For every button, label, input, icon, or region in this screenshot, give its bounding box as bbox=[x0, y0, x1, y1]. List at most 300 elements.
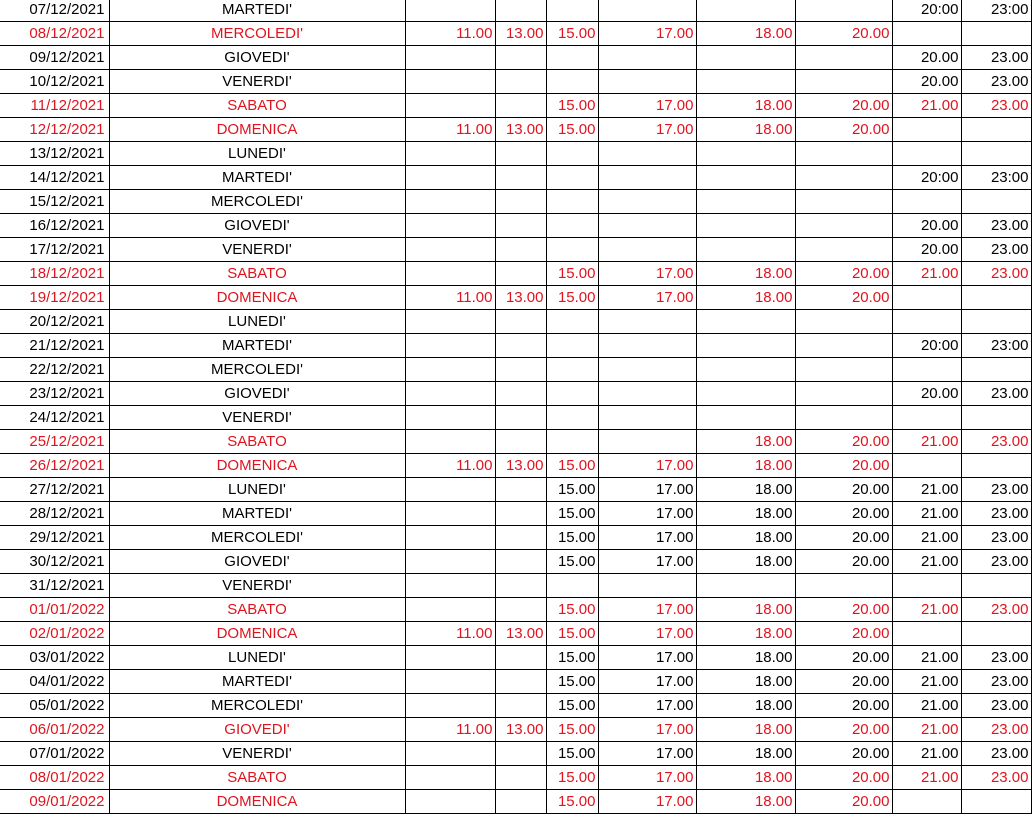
time-11-cell[interactable] bbox=[405, 550, 495, 574]
time-20-cell[interactable]: 20.00 bbox=[795, 22, 892, 46]
time-23-cell[interactable]: 23.00 bbox=[961, 478, 1031, 502]
time-13-cell[interactable] bbox=[495, 742, 546, 766]
weekday-cell[interactable]: SABATO bbox=[109, 430, 405, 454]
time-15-cell[interactable]: 15.00 bbox=[546, 694, 598, 718]
time-21-cell[interactable] bbox=[892, 142, 961, 166]
time-11-cell[interactable] bbox=[405, 46, 495, 70]
time-21-cell[interactable] bbox=[892, 622, 961, 646]
time-13-cell[interactable]: 13.00 bbox=[495, 286, 546, 310]
time-11-cell[interactable] bbox=[405, 694, 495, 718]
weekday-cell[interactable]: LUNEDI' bbox=[109, 478, 405, 502]
time-21-cell[interactable]: 20.00 bbox=[892, 238, 961, 262]
weekday-cell[interactable]: MARTEDI' bbox=[109, 502, 405, 526]
time-18-cell[interactable]: 18.00 bbox=[696, 22, 795, 46]
time-13-cell[interactable] bbox=[495, 646, 546, 670]
time-18-cell[interactable]: 18.00 bbox=[696, 478, 795, 502]
time-18-cell[interactable]: 18.00 bbox=[696, 118, 795, 142]
time-15-cell[interactable] bbox=[546, 46, 598, 70]
time-17-cell[interactable]: 17.00 bbox=[598, 502, 696, 526]
weekday-cell[interactable]: LUNEDI' bbox=[109, 142, 405, 166]
time-13-cell[interactable] bbox=[495, 694, 546, 718]
time-13-cell[interactable] bbox=[495, 574, 546, 598]
time-15-cell[interactable]: 15.00 bbox=[546, 478, 598, 502]
time-11-cell[interactable] bbox=[405, 478, 495, 502]
time-15-cell[interactable] bbox=[546, 430, 598, 454]
time-20-cell[interactable]: 20.00 bbox=[795, 118, 892, 142]
time-18-cell[interactable]: 18.00 bbox=[696, 718, 795, 742]
time-20-cell[interactable] bbox=[795, 70, 892, 94]
time-15-cell[interactable]: 15.00 bbox=[546, 94, 598, 118]
time-15-cell[interactable] bbox=[546, 310, 598, 334]
weekday-cell[interactable]: DOMENICA bbox=[109, 622, 405, 646]
time-17-cell[interactable] bbox=[598, 166, 696, 190]
time-18-cell[interactable]: 18.00 bbox=[696, 454, 795, 478]
time-11-cell[interactable]: 11.00 bbox=[405, 454, 495, 478]
time-17-cell[interactable] bbox=[598, 46, 696, 70]
time-20-cell[interactable]: 20.00 bbox=[795, 526, 892, 550]
time-21-cell[interactable] bbox=[892, 358, 961, 382]
weekday-cell[interactable]: GIOVEDI' bbox=[109, 46, 405, 70]
time-13-cell[interactable] bbox=[495, 598, 546, 622]
date-cell[interactable]: 13/12/2021 bbox=[0, 142, 109, 166]
time-11-cell[interactable]: 11.00 bbox=[405, 118, 495, 142]
time-20-cell[interactable] bbox=[795, 214, 892, 238]
time-21-cell[interactable] bbox=[892, 406, 961, 430]
time-20-cell[interactable]: 20.00 bbox=[795, 454, 892, 478]
weekday-cell[interactable]: VENERDI' bbox=[109, 574, 405, 598]
time-18-cell[interactable]: 18.00 bbox=[696, 430, 795, 454]
time-11-cell[interactable] bbox=[405, 0, 495, 22]
time-15-cell[interactable] bbox=[546, 190, 598, 214]
date-cell[interactable]: 30/12/2021 bbox=[0, 550, 109, 574]
time-13-cell[interactable] bbox=[495, 166, 546, 190]
time-21-cell[interactable]: 20.00 bbox=[892, 214, 961, 238]
time-15-cell[interactable]: 15.00 bbox=[546, 670, 598, 694]
time-18-cell[interactable] bbox=[696, 310, 795, 334]
time-21-cell[interactable]: 21.00 bbox=[892, 718, 961, 742]
time-18-cell[interactable]: 18.00 bbox=[696, 286, 795, 310]
time-23-cell[interactable]: 23.00 bbox=[961, 382, 1031, 406]
time-20-cell[interactable]: 20.00 bbox=[795, 622, 892, 646]
time-17-cell[interactable]: 17.00 bbox=[598, 262, 696, 286]
time-17-cell[interactable]: 17.00 bbox=[598, 742, 696, 766]
time-23-cell[interactable] bbox=[961, 22, 1031, 46]
time-11-cell[interactable] bbox=[405, 430, 495, 454]
time-13-cell[interactable]: 13.00 bbox=[495, 118, 546, 142]
time-15-cell[interactable]: 15.00 bbox=[546, 766, 598, 790]
time-15-cell[interactable] bbox=[546, 0, 598, 22]
time-15-cell[interactable] bbox=[546, 334, 598, 358]
time-20-cell[interactable]: 20.00 bbox=[795, 670, 892, 694]
time-20-cell[interactable] bbox=[795, 310, 892, 334]
time-20-cell[interactable]: 20.00 bbox=[795, 262, 892, 286]
time-21-cell[interactable] bbox=[892, 310, 961, 334]
time-13-cell[interactable]: 13.00 bbox=[495, 22, 546, 46]
time-15-cell[interactable] bbox=[546, 142, 598, 166]
date-cell[interactable]: 09/01/2022 bbox=[0, 790, 109, 814]
weekday-cell[interactable]: VENERDI' bbox=[109, 742, 405, 766]
time-17-cell[interactable]: 17.00 bbox=[598, 766, 696, 790]
time-21-cell[interactable]: 21.00 bbox=[892, 478, 961, 502]
time-21-cell[interactable] bbox=[892, 118, 961, 142]
time-18-cell[interactable] bbox=[696, 46, 795, 70]
time-23-cell[interactable] bbox=[961, 358, 1031, 382]
time-13-cell[interactable] bbox=[495, 46, 546, 70]
time-23-cell[interactable]: 23.00 bbox=[961, 694, 1031, 718]
time-21-cell[interactable] bbox=[892, 790, 961, 814]
time-11-cell[interactable] bbox=[405, 310, 495, 334]
time-20-cell[interactable]: 20.00 bbox=[795, 718, 892, 742]
time-17-cell[interactable] bbox=[598, 190, 696, 214]
time-11-cell[interactable]: 11.00 bbox=[405, 22, 495, 46]
weekday-cell[interactable]: GIOVEDI' bbox=[109, 550, 405, 574]
time-23-cell[interactable]: 23.00 bbox=[961, 598, 1031, 622]
time-18-cell[interactable] bbox=[696, 166, 795, 190]
time-17-cell[interactable] bbox=[598, 70, 696, 94]
time-13-cell[interactable] bbox=[495, 94, 546, 118]
weekday-cell[interactable]: GIOVEDI' bbox=[109, 214, 405, 238]
time-20-cell[interactable] bbox=[795, 358, 892, 382]
time-15-cell[interactable] bbox=[546, 214, 598, 238]
time-17-cell[interactable]: 17.00 bbox=[598, 526, 696, 550]
time-18-cell[interactable] bbox=[696, 70, 795, 94]
time-11-cell[interactable] bbox=[405, 358, 495, 382]
time-13-cell[interactable] bbox=[495, 478, 546, 502]
time-20-cell[interactable]: 20.00 bbox=[795, 478, 892, 502]
weekday-cell[interactable]: VENERDI' bbox=[109, 406, 405, 430]
time-18-cell[interactable]: 18.00 bbox=[696, 526, 795, 550]
date-cell[interactable]: 12/12/2021 bbox=[0, 118, 109, 142]
time-15-cell[interactable]: 15.00 bbox=[546, 454, 598, 478]
date-cell[interactable]: 22/12/2021 bbox=[0, 358, 109, 382]
time-21-cell[interactable] bbox=[892, 574, 961, 598]
time-20-cell[interactable] bbox=[795, 238, 892, 262]
date-cell[interactable]: 26/12/2021 bbox=[0, 454, 109, 478]
time-18-cell[interactable]: 18.00 bbox=[696, 790, 795, 814]
time-17-cell[interactable] bbox=[598, 382, 696, 406]
date-cell[interactable]: 29/12/2021 bbox=[0, 526, 109, 550]
time-20-cell[interactable] bbox=[795, 406, 892, 430]
date-cell[interactable]: 09/12/2021 bbox=[0, 46, 109, 70]
time-23-cell[interactable]: 23.00 bbox=[961, 94, 1031, 118]
date-cell[interactable]: 31/12/2021 bbox=[0, 574, 109, 598]
time-23-cell[interactable]: 23.00 bbox=[961, 502, 1031, 526]
time-17-cell[interactable] bbox=[598, 406, 696, 430]
time-23-cell[interactable]: 23.00 bbox=[961, 238, 1031, 262]
time-20-cell[interactable]: 20.00 bbox=[795, 286, 892, 310]
weekday-cell[interactable]: MERCOLEDI' bbox=[109, 526, 405, 550]
time-23-cell[interactable]: 23.00 bbox=[961, 742, 1031, 766]
time-15-cell[interactable]: 15.00 bbox=[546, 22, 598, 46]
time-11-cell[interactable] bbox=[405, 382, 495, 406]
time-13-cell[interactable] bbox=[495, 142, 546, 166]
date-cell[interactable]: 20/12/2021 bbox=[0, 310, 109, 334]
time-13-cell[interactable] bbox=[495, 310, 546, 334]
time-18-cell[interactable]: 18.00 bbox=[696, 502, 795, 526]
weekday-cell[interactable]: MARTEDI' bbox=[109, 0, 405, 22]
date-cell[interactable]: 19/12/2021 bbox=[0, 286, 109, 310]
time-17-cell[interactable]: 17.00 bbox=[598, 646, 696, 670]
time-13-cell[interactable] bbox=[495, 262, 546, 286]
weekday-cell[interactable]: DOMENICA bbox=[109, 454, 405, 478]
time-15-cell[interactable] bbox=[546, 358, 598, 382]
time-20-cell[interactable]: 20.00 bbox=[795, 430, 892, 454]
time-18-cell[interactable] bbox=[696, 382, 795, 406]
weekday-cell[interactable]: DOMENICA bbox=[109, 790, 405, 814]
time-17-cell[interactable] bbox=[598, 430, 696, 454]
time-18-cell[interactable] bbox=[696, 334, 795, 358]
time-17-cell[interactable] bbox=[598, 334, 696, 358]
time-23-cell[interactable]: 23:00 bbox=[961, 166, 1031, 190]
time-11-cell[interactable] bbox=[405, 214, 495, 238]
time-18-cell[interactable]: 18.00 bbox=[696, 670, 795, 694]
time-21-cell[interactable]: 21.00 bbox=[892, 430, 961, 454]
time-18-cell[interactable] bbox=[696, 142, 795, 166]
time-15-cell[interactable]: 15.00 bbox=[546, 718, 598, 742]
time-11-cell[interactable]: 11.00 bbox=[405, 286, 495, 310]
time-11-cell[interactable] bbox=[405, 94, 495, 118]
date-cell[interactable]: 08/01/2022 bbox=[0, 766, 109, 790]
time-17-cell[interactable] bbox=[598, 310, 696, 334]
time-18-cell[interactable]: 18.00 bbox=[696, 622, 795, 646]
time-21-cell[interactable]: 21.00 bbox=[892, 262, 961, 286]
time-17-cell[interactable] bbox=[598, 358, 696, 382]
date-cell[interactable]: 10/12/2021 bbox=[0, 70, 109, 94]
time-21-cell[interactable]: 21.00 bbox=[892, 694, 961, 718]
time-20-cell[interactable] bbox=[795, 574, 892, 598]
date-cell[interactable]: 03/01/2022 bbox=[0, 646, 109, 670]
weekday-cell[interactable]: GIOVEDI' bbox=[109, 382, 405, 406]
weekday-cell[interactable]: GIOVEDI' bbox=[109, 718, 405, 742]
time-13-cell[interactable] bbox=[495, 382, 546, 406]
weekday-cell[interactable]: MERCOLEDI' bbox=[109, 22, 405, 46]
time-13-cell[interactable] bbox=[495, 70, 546, 94]
date-cell[interactable]: 07/12/2021 bbox=[0, 0, 109, 22]
date-cell[interactable]: 15/12/2021 bbox=[0, 190, 109, 214]
weekday-cell[interactable]: VENERDI' bbox=[109, 238, 405, 262]
time-18-cell[interactable]: 18.00 bbox=[696, 598, 795, 622]
date-cell[interactable]: 05/01/2022 bbox=[0, 694, 109, 718]
time-15-cell[interactable]: 15.00 bbox=[546, 502, 598, 526]
time-11-cell[interactable] bbox=[405, 238, 495, 262]
time-11-cell[interactable] bbox=[405, 334, 495, 358]
date-cell[interactable]: 08/12/2021 bbox=[0, 22, 109, 46]
time-15-cell[interactable]: 15.00 bbox=[546, 118, 598, 142]
time-20-cell[interactable] bbox=[795, 382, 892, 406]
time-13-cell[interactable] bbox=[495, 358, 546, 382]
time-21-cell[interactable]: 21.00 bbox=[892, 742, 961, 766]
time-21-cell[interactable]: 21.00 bbox=[892, 670, 961, 694]
time-21-cell[interactable]: 21.00 bbox=[892, 526, 961, 550]
time-23-cell[interactable] bbox=[961, 310, 1031, 334]
time-13-cell[interactable] bbox=[495, 670, 546, 694]
time-23-cell[interactable] bbox=[961, 574, 1031, 598]
time-13-cell[interactable] bbox=[495, 766, 546, 790]
time-13-cell[interactable] bbox=[495, 0, 546, 22]
time-21-cell[interactable]: 21.00 bbox=[892, 94, 961, 118]
time-23-cell[interactable] bbox=[961, 142, 1031, 166]
time-23-cell[interactable] bbox=[961, 406, 1031, 430]
date-cell[interactable]: 17/12/2021 bbox=[0, 238, 109, 262]
weekday-cell[interactable]: SABATO bbox=[109, 766, 405, 790]
time-13-cell[interactable] bbox=[495, 430, 546, 454]
time-17-cell[interactable]: 17.00 bbox=[598, 598, 696, 622]
time-18-cell[interactable] bbox=[696, 574, 795, 598]
time-17-cell[interactable]: 17.00 bbox=[598, 286, 696, 310]
weekday-cell[interactable]: MARTEDI' bbox=[109, 166, 405, 190]
time-15-cell[interactable] bbox=[546, 238, 598, 262]
time-17-cell[interactable]: 17.00 bbox=[598, 694, 696, 718]
time-15-cell[interactable] bbox=[546, 166, 598, 190]
time-15-cell[interactable] bbox=[546, 574, 598, 598]
time-20-cell[interactable]: 20.00 bbox=[795, 694, 892, 718]
time-18-cell[interactable] bbox=[696, 358, 795, 382]
time-18-cell[interactable]: 18.00 bbox=[696, 550, 795, 574]
date-cell[interactable]: 06/01/2022 bbox=[0, 718, 109, 742]
date-cell[interactable]: 11/12/2021 bbox=[0, 94, 109, 118]
time-21-cell[interactable]: 21.00 bbox=[892, 502, 961, 526]
time-23-cell[interactable] bbox=[961, 622, 1031, 646]
time-21-cell[interactable]: 20.00 bbox=[892, 46, 961, 70]
time-23-cell[interactable]: 23.00 bbox=[961, 718, 1031, 742]
time-18-cell[interactable]: 18.00 bbox=[696, 262, 795, 286]
date-cell[interactable]: 14/12/2021 bbox=[0, 166, 109, 190]
time-15-cell[interactable]: 15.00 bbox=[546, 622, 598, 646]
time-13-cell[interactable] bbox=[495, 790, 546, 814]
time-20-cell[interactable]: 20.00 bbox=[795, 502, 892, 526]
time-15-cell[interactable]: 15.00 bbox=[546, 286, 598, 310]
time-21-cell[interactable]: 20:00 bbox=[892, 0, 961, 22]
time-20-cell[interactable]: 20.00 bbox=[795, 742, 892, 766]
time-23-cell[interactable]: 23:00 bbox=[961, 334, 1031, 358]
time-23-cell[interactable] bbox=[961, 454, 1031, 478]
time-11-cell[interactable] bbox=[405, 670, 495, 694]
time-13-cell[interactable] bbox=[495, 502, 546, 526]
date-cell[interactable]: 16/12/2021 bbox=[0, 214, 109, 238]
time-20-cell[interactable] bbox=[795, 190, 892, 214]
time-11-cell[interactable] bbox=[405, 142, 495, 166]
time-17-cell[interactable] bbox=[598, 0, 696, 22]
time-20-cell[interactable]: 20.00 bbox=[795, 790, 892, 814]
time-17-cell[interactable]: 17.00 bbox=[598, 94, 696, 118]
time-23-cell[interactable]: 23.00 bbox=[961, 430, 1031, 454]
time-18-cell[interactable]: 18.00 bbox=[696, 766, 795, 790]
time-13-cell[interactable] bbox=[495, 238, 546, 262]
time-11-cell[interactable] bbox=[405, 190, 495, 214]
time-23-cell[interactable]: 23.00 bbox=[961, 646, 1031, 670]
time-11-cell[interactable] bbox=[405, 70, 495, 94]
time-21-cell[interactable]: 20.00 bbox=[892, 382, 961, 406]
time-21-cell[interactable]: 21.00 bbox=[892, 766, 961, 790]
time-17-cell[interactable]: 17.00 bbox=[598, 454, 696, 478]
time-11-cell[interactable]: 11.00 bbox=[405, 718, 495, 742]
date-cell[interactable]: 28/12/2021 bbox=[0, 502, 109, 526]
time-17-cell[interactable]: 17.00 bbox=[598, 478, 696, 502]
time-11-cell[interactable] bbox=[405, 790, 495, 814]
time-18-cell[interactable]: 18.00 bbox=[696, 646, 795, 670]
date-cell[interactable]: 18/12/2021 bbox=[0, 262, 109, 286]
weekday-cell[interactable]: MARTEDI' bbox=[109, 334, 405, 358]
time-23-cell[interactable]: 23.00 bbox=[961, 550, 1031, 574]
weekday-cell[interactable]: MERCOLEDI' bbox=[109, 694, 405, 718]
weekday-cell[interactable]: LUNEDI' bbox=[109, 310, 405, 334]
time-15-cell[interactable]: 15.00 bbox=[546, 550, 598, 574]
time-21-cell[interactable] bbox=[892, 190, 961, 214]
time-18-cell[interactable]: 18.00 bbox=[696, 94, 795, 118]
time-17-cell[interactable] bbox=[598, 238, 696, 262]
time-21-cell[interactable]: 20.00 bbox=[892, 70, 961, 94]
time-18-cell[interactable] bbox=[696, 238, 795, 262]
time-23-cell[interactable]: 23.00 bbox=[961, 670, 1031, 694]
time-21-cell[interactable]: 21.00 bbox=[892, 550, 961, 574]
weekday-cell[interactable]: DOMENICA bbox=[109, 118, 405, 142]
time-13-cell[interactable] bbox=[495, 406, 546, 430]
time-11-cell[interactable] bbox=[405, 766, 495, 790]
time-17-cell[interactable]: 17.00 bbox=[598, 22, 696, 46]
weekday-cell[interactable]: SABATO bbox=[109, 94, 405, 118]
time-17-cell[interactable]: 17.00 bbox=[598, 718, 696, 742]
weekday-cell[interactable]: MERCOLEDI' bbox=[109, 358, 405, 382]
weekday-cell[interactable]: SABATO bbox=[109, 598, 405, 622]
time-23-cell[interactable] bbox=[961, 118, 1031, 142]
time-11-cell[interactable] bbox=[405, 502, 495, 526]
time-13-cell[interactable]: 13.00 bbox=[495, 718, 546, 742]
date-cell[interactable]: 01/01/2022 bbox=[0, 598, 109, 622]
time-13-cell[interactable] bbox=[495, 190, 546, 214]
time-11-cell[interactable] bbox=[405, 406, 495, 430]
weekday-cell[interactable]: VENERDI' bbox=[109, 70, 405, 94]
time-20-cell[interactable] bbox=[795, 166, 892, 190]
weekday-cell[interactable]: MERCOLEDI' bbox=[109, 190, 405, 214]
time-17-cell[interactable]: 17.00 bbox=[598, 622, 696, 646]
time-13-cell[interactable]: 13.00 bbox=[495, 622, 546, 646]
time-20-cell[interactable] bbox=[795, 46, 892, 70]
time-15-cell[interactable] bbox=[546, 70, 598, 94]
time-15-cell[interactable]: 15.00 bbox=[546, 262, 598, 286]
weekday-cell[interactable]: MARTEDI' bbox=[109, 670, 405, 694]
time-21-cell[interactable]: 21.00 bbox=[892, 646, 961, 670]
time-15-cell[interactable]: 15.00 bbox=[546, 742, 598, 766]
time-21-cell[interactable] bbox=[892, 286, 961, 310]
time-17-cell[interactable]: 17.00 bbox=[598, 790, 696, 814]
date-cell[interactable]: 04/01/2022 bbox=[0, 670, 109, 694]
time-21-cell[interactable] bbox=[892, 454, 961, 478]
date-cell[interactable]: 25/12/2021 bbox=[0, 430, 109, 454]
time-15-cell[interactable]: 15.00 bbox=[546, 790, 598, 814]
time-23-cell[interactable]: 23.00 bbox=[961, 526, 1031, 550]
time-11-cell[interactable] bbox=[405, 646, 495, 670]
time-23-cell[interactable]: 23:00 bbox=[961, 0, 1031, 22]
date-cell[interactable]: 21/12/2021 bbox=[0, 334, 109, 358]
time-11-cell[interactable] bbox=[405, 166, 495, 190]
time-15-cell[interactable] bbox=[546, 406, 598, 430]
time-17-cell[interactable]: 17.00 bbox=[598, 118, 696, 142]
time-15-cell[interactable] bbox=[546, 382, 598, 406]
time-18-cell[interactable]: 18.00 bbox=[696, 694, 795, 718]
time-11-cell[interactable] bbox=[405, 526, 495, 550]
time-23-cell[interactable]: 23.00 bbox=[961, 46, 1031, 70]
date-cell[interactable]: 02/01/2022 bbox=[0, 622, 109, 646]
time-20-cell[interactable]: 20.00 bbox=[795, 766, 892, 790]
time-13-cell[interactable] bbox=[495, 526, 546, 550]
time-18-cell[interactable] bbox=[696, 214, 795, 238]
time-15-cell[interactable]: 15.00 bbox=[546, 646, 598, 670]
time-20-cell[interactable]: 20.00 bbox=[795, 550, 892, 574]
time-18-cell[interactable]: 18.00 bbox=[696, 742, 795, 766]
date-cell[interactable]: 27/12/2021 bbox=[0, 478, 109, 502]
time-11-cell[interactable] bbox=[405, 598, 495, 622]
time-11-cell[interactable] bbox=[405, 574, 495, 598]
